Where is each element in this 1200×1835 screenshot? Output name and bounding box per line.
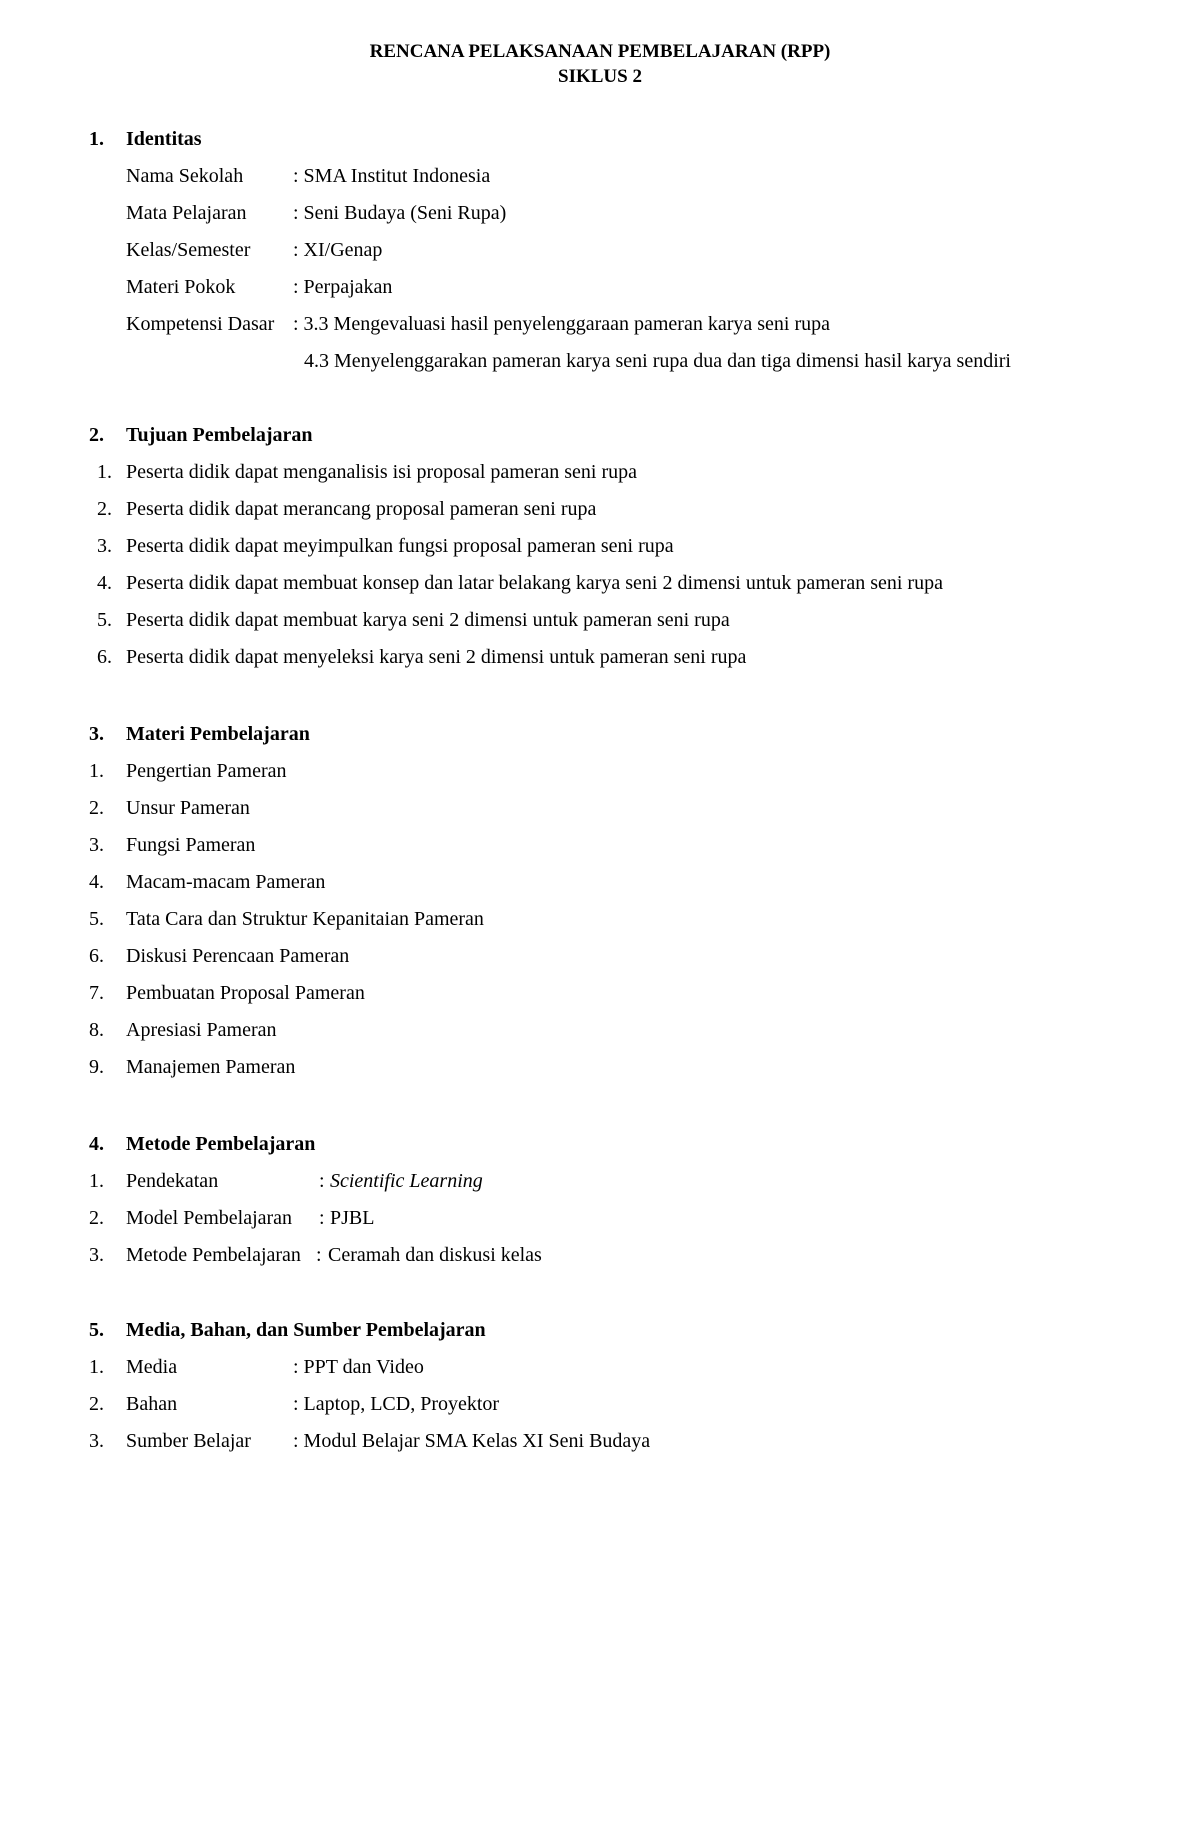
- field-label: Pendekatan: [126, 1170, 219, 1192]
- list-item: [0, 528, 1200, 565]
- list-number: 3.: [97, 535, 112, 557]
- section-title: Identitas: [126, 128, 202, 150]
- field-colon: :: [319, 1170, 325, 1192]
- list-text: Manajemen Pameran: [126, 1056, 296, 1078]
- list-number: 1.: [89, 760, 104, 782]
- list-text: Peserta didik dapat menyeleksi karya seni 2 dimensi untuk pameran seni rupa: [126, 646, 747, 668]
- list-item: [0, 454, 1200, 491]
- list-number: 2.: [89, 797, 104, 819]
- list-item: [0, 975, 1200, 1012]
- section-tujuan: [0, 417, 1200, 676]
- list-number: 2.: [89, 1393, 104, 1415]
- field-row: [0, 269, 1200, 306]
- list-text: Diskusi Perencaan Pameran: [126, 945, 350, 967]
- list-number: 4.: [97, 572, 112, 594]
- field-label: Bahan: [126, 1393, 178, 1415]
- field-label: Nama Sekolah: [126, 165, 244, 187]
- list-number: 4.: [89, 871, 104, 893]
- list-item: [0, 1200, 1200, 1237]
- field-label: Sumber Belajar: [126, 1430, 251, 1452]
- list-number: 6.: [89, 945, 104, 967]
- list-item: [0, 602, 1200, 639]
- field-label: Media: [126, 1356, 178, 1378]
- field-row: [0, 158, 1200, 195]
- list-text: Peserta didik dapat menganalisis isi proposal pameran seni rupa: [126, 461, 637, 483]
- list-number: 5.: [97, 609, 112, 631]
- list-number: 1.: [97, 461, 112, 483]
- field-label: Metode Pembelajaran: [126, 1244, 301, 1266]
- list-text: Macam-macam Pameran: [126, 871, 326, 893]
- list-text: Peserta didik dapat membuat karya seni 2 dimensi untuk pameran seni rupa: [126, 609, 730, 631]
- list-text: Pengertian Pameran: [126, 760, 287, 782]
- list-number: 1.: [89, 1356, 104, 1378]
- list-number: 7.: [89, 982, 104, 1004]
- field-colon: :: [316, 1244, 322, 1266]
- section-title: Materi Pembelajaran: [126, 723, 310, 745]
- list-number: 8.: [89, 1019, 104, 1041]
- list-item: [0, 790, 1200, 827]
- section-heading: [0, 716, 1200, 753]
- field-row: [0, 195, 1200, 232]
- section-materi: [0, 716, 1200, 1086]
- field-value: : Perpajakan: [293, 276, 393, 298]
- field-label: Materi Pokok: [126, 276, 236, 298]
- section-title: Tujuan Pembelajaran: [126, 424, 313, 446]
- list-number: 9.: [89, 1056, 104, 1078]
- section-number: 4.: [89, 1133, 104, 1155]
- section-title: Media, Bahan, dan Sumber Pembelajaran: [126, 1319, 486, 1341]
- section-title: Metode Pembelajaran: [126, 1133, 316, 1155]
- list-item: [0, 827, 1200, 864]
- field-value: : 3.3 Mengevaluasi hasil penyelenggaraan pameran karya seni rupa: [293, 313, 831, 335]
- list-number: 3.: [89, 834, 104, 856]
- field-continuation-row: [0, 343, 1200, 380]
- field-value: : PPT dan Video: [293, 1356, 424, 1378]
- list-item: [0, 1012, 1200, 1049]
- list-text: Tata Cara dan Struktur Kepanitaian Pameran: [126, 908, 484, 930]
- list-item: [0, 565, 1200, 602]
- list-item: [0, 1237, 1200, 1274]
- list-item: [0, 753, 1200, 790]
- list-number: 3.: [89, 1244, 104, 1266]
- list-item: [0, 1386, 1200, 1423]
- section-heading: [0, 121, 1200, 158]
- field-value: : SMA Institut Indonesia: [293, 165, 491, 187]
- document-subtitle: SIKLUS 2: [558, 66, 642, 87]
- field-colon: :: [319, 1207, 325, 1229]
- field-value: : Laptop, LCD, Proyektor: [293, 1393, 500, 1415]
- field-row: [0, 232, 1200, 269]
- list-text: Peserta didik dapat merancang proposal pameran seni rupa: [126, 498, 597, 520]
- list-item: [0, 901, 1200, 938]
- section-identitas: [0, 121, 1200, 380]
- list-item: [0, 864, 1200, 901]
- list-number: 6.: [97, 646, 112, 668]
- list-text: Peserta didik dapat meyimpulkan fungsi proposal pameran seni rupa: [126, 535, 674, 557]
- section-number: 2.: [89, 424, 104, 446]
- list-number: 3.: [89, 1430, 104, 1452]
- list-text: Fungsi Pameran: [126, 834, 256, 856]
- list-text: Unsur Pameran: [126, 797, 250, 819]
- list-text: Peserta didik dapat membuat konsep dan latar belakang karya seni 2 dimensi untuk pameran seni rupa: [126, 572, 943, 594]
- field-label: Mata Pelajaran: [126, 202, 247, 224]
- section-heading: [0, 1312, 1200, 1349]
- section-heading: [0, 417, 1200, 454]
- field-value: Ceramah dan diskusi kelas: [328, 1244, 542, 1266]
- list-item: [0, 1163, 1200, 1200]
- list-item: [0, 938, 1200, 975]
- section-metode: [0, 1126, 1200, 1274]
- field-value: PJBL: [330, 1207, 375, 1229]
- list-item: [0, 1423, 1200, 1460]
- list-item: [0, 639, 1200, 676]
- list-text: Apresiasi Pameran: [126, 1019, 277, 1041]
- field-value: : XI/Genap: [293, 239, 383, 261]
- field-row: [0, 306, 1200, 343]
- field-value-continuation: 4.3 Menyelenggarakan pameran karya seni rupa dua dan tiga dimensi hasil karya sendiri: [304, 350, 1011, 372]
- document-title: RENCANA PELAKSANAAN PEMBELAJARAN (RPP): [369, 41, 831, 62]
- field-label: Kelas/Semester: [126, 239, 251, 261]
- field-label: Model Pembelajaran: [126, 1207, 293, 1229]
- section-number: 1.: [89, 128, 104, 150]
- field-value: : Modul Belajar SMA Kelas XI Seni Budaya: [293, 1430, 651, 1452]
- list-item: [0, 1349, 1200, 1386]
- field-value: Scientific Learning: [330, 1170, 483, 1192]
- section-number: 3.: [89, 723, 104, 745]
- list-number: 2.: [89, 1207, 104, 1229]
- field-value: : Seni Budaya (Seni Rupa): [293, 202, 507, 224]
- list-item: [0, 491, 1200, 528]
- list-number: 2.: [97, 498, 112, 520]
- list-item: [0, 1049, 1200, 1086]
- section-heading: [0, 1126, 1200, 1163]
- list-number: 5.: [89, 908, 104, 930]
- list-number: 1.: [89, 1170, 104, 1192]
- section-media: [0, 1312, 1200, 1460]
- field-label: Kompetensi Dasar: [126, 313, 275, 335]
- list-text: Pembuatan Proposal Pameran: [126, 982, 365, 1004]
- section-number: 5.: [89, 1319, 104, 1341]
